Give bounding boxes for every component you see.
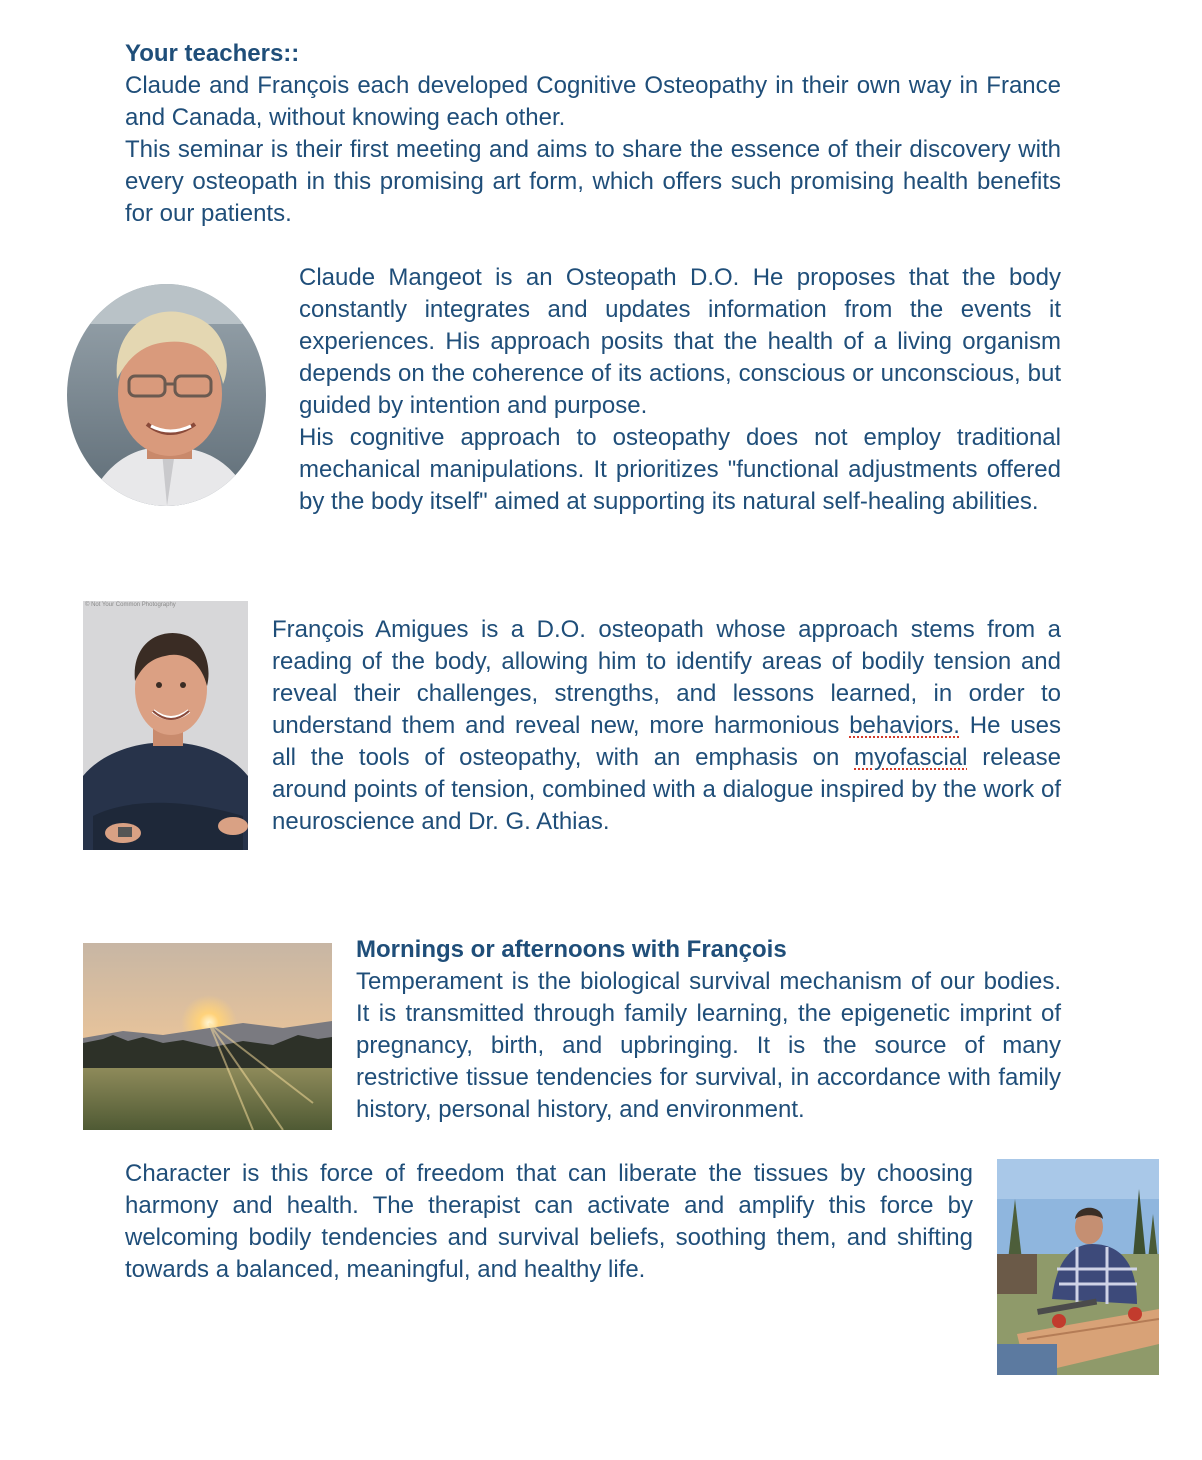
claude-bio — [299, 262, 1061, 518]
character-section — [125, 1158, 973, 1286]
francois-text-part-2: He uses all the tools of osteopathy, with an emphasis on — [272, 712, 1061, 771]
sunset-landscape-photo — [83, 943, 332, 1130]
mornings-paragraph: Temperament is the biological survival mechanism of our bodies. It is transmitted through family learning, the epigenetic imprint of pregnancy, birth, and upbringing. It is the source of many restrictive tissue tendencies for survival, in accordance with family history, personal history, and environment. — [356, 968, 1061, 1123]
francois-portrait-photo — [83, 601, 248, 850]
intro-paragraph-1: Claude and François each developed Cognitive Osteopathy in their own way in France and Canada, without knowing each other. — [125, 72, 1061, 131]
claude-paragraph-1: Claude Mangeot is an Osteopath D.O. He proposes that the body constantly integrates and updates information from the events it experiences. His approach posits that the health of a living organism depends on the coherence of its actions, conscious or unconscious, but guided by intention and purpose. — [299, 264, 1061, 419]
claude-portrait-photo — [67, 284, 266, 506]
intro-paragraph-2: This seminar is their first meeting and aims to share the essence of their discovery with every osteopath in this promising art form, which offers such promising health benefits for our patients. — [125, 136, 1061, 227]
woodworking-photo — [997, 1159, 1159, 1375]
spellcheck-word-behaviors[interactable]: behaviors. — [849, 712, 960, 739]
spellcheck-word-myofascial[interactable]: myofascial — [854, 744, 968, 771]
francois-paragraph — [272, 614, 1061, 838]
intro-section — [125, 38, 1061, 230]
character-paragraph: Character is this force of freedom that can liberate the tissues by choosing harmony and health. The therapist can activate and amplify this force by welcoming bodily tendencies and survival beliefs, soothing them, and shifting towards a balanced, meaningful, and healthy life. — [125, 1160, 973, 1283]
francois-bio — [272, 614, 1061, 838]
francois-text-part-3: release around points of tension, combined with a dialogue inspired by the work of neuroscience and Dr. G. Athias. — [272, 744, 1061, 835]
francois-text-part-1: François Amigues is a D.O. osteopath whose approach stems from a reading of the body, allowing him to identify areas of bodily tension and reveal their challenges, strengths, and lessons learned, in order to understand them and reveal new, more harmonious — [272, 616, 1061, 739]
mornings-section — [356, 934, 1061, 1126]
mornings-heading: Mornings or afternoons with François — [356, 936, 787, 963]
intro-heading: Your teachers:: — [125, 40, 300, 67]
photo-credit: © Not Your Common Photography — [85, 602, 176, 608]
claude-paragraph-2: His cognitive approach to osteopathy does not employ traditional mechanical manipulations. It prioritizes "functional adjustments offered by the body itself" aimed at supporting its natural self-healing abilities. — [299, 424, 1061, 515]
